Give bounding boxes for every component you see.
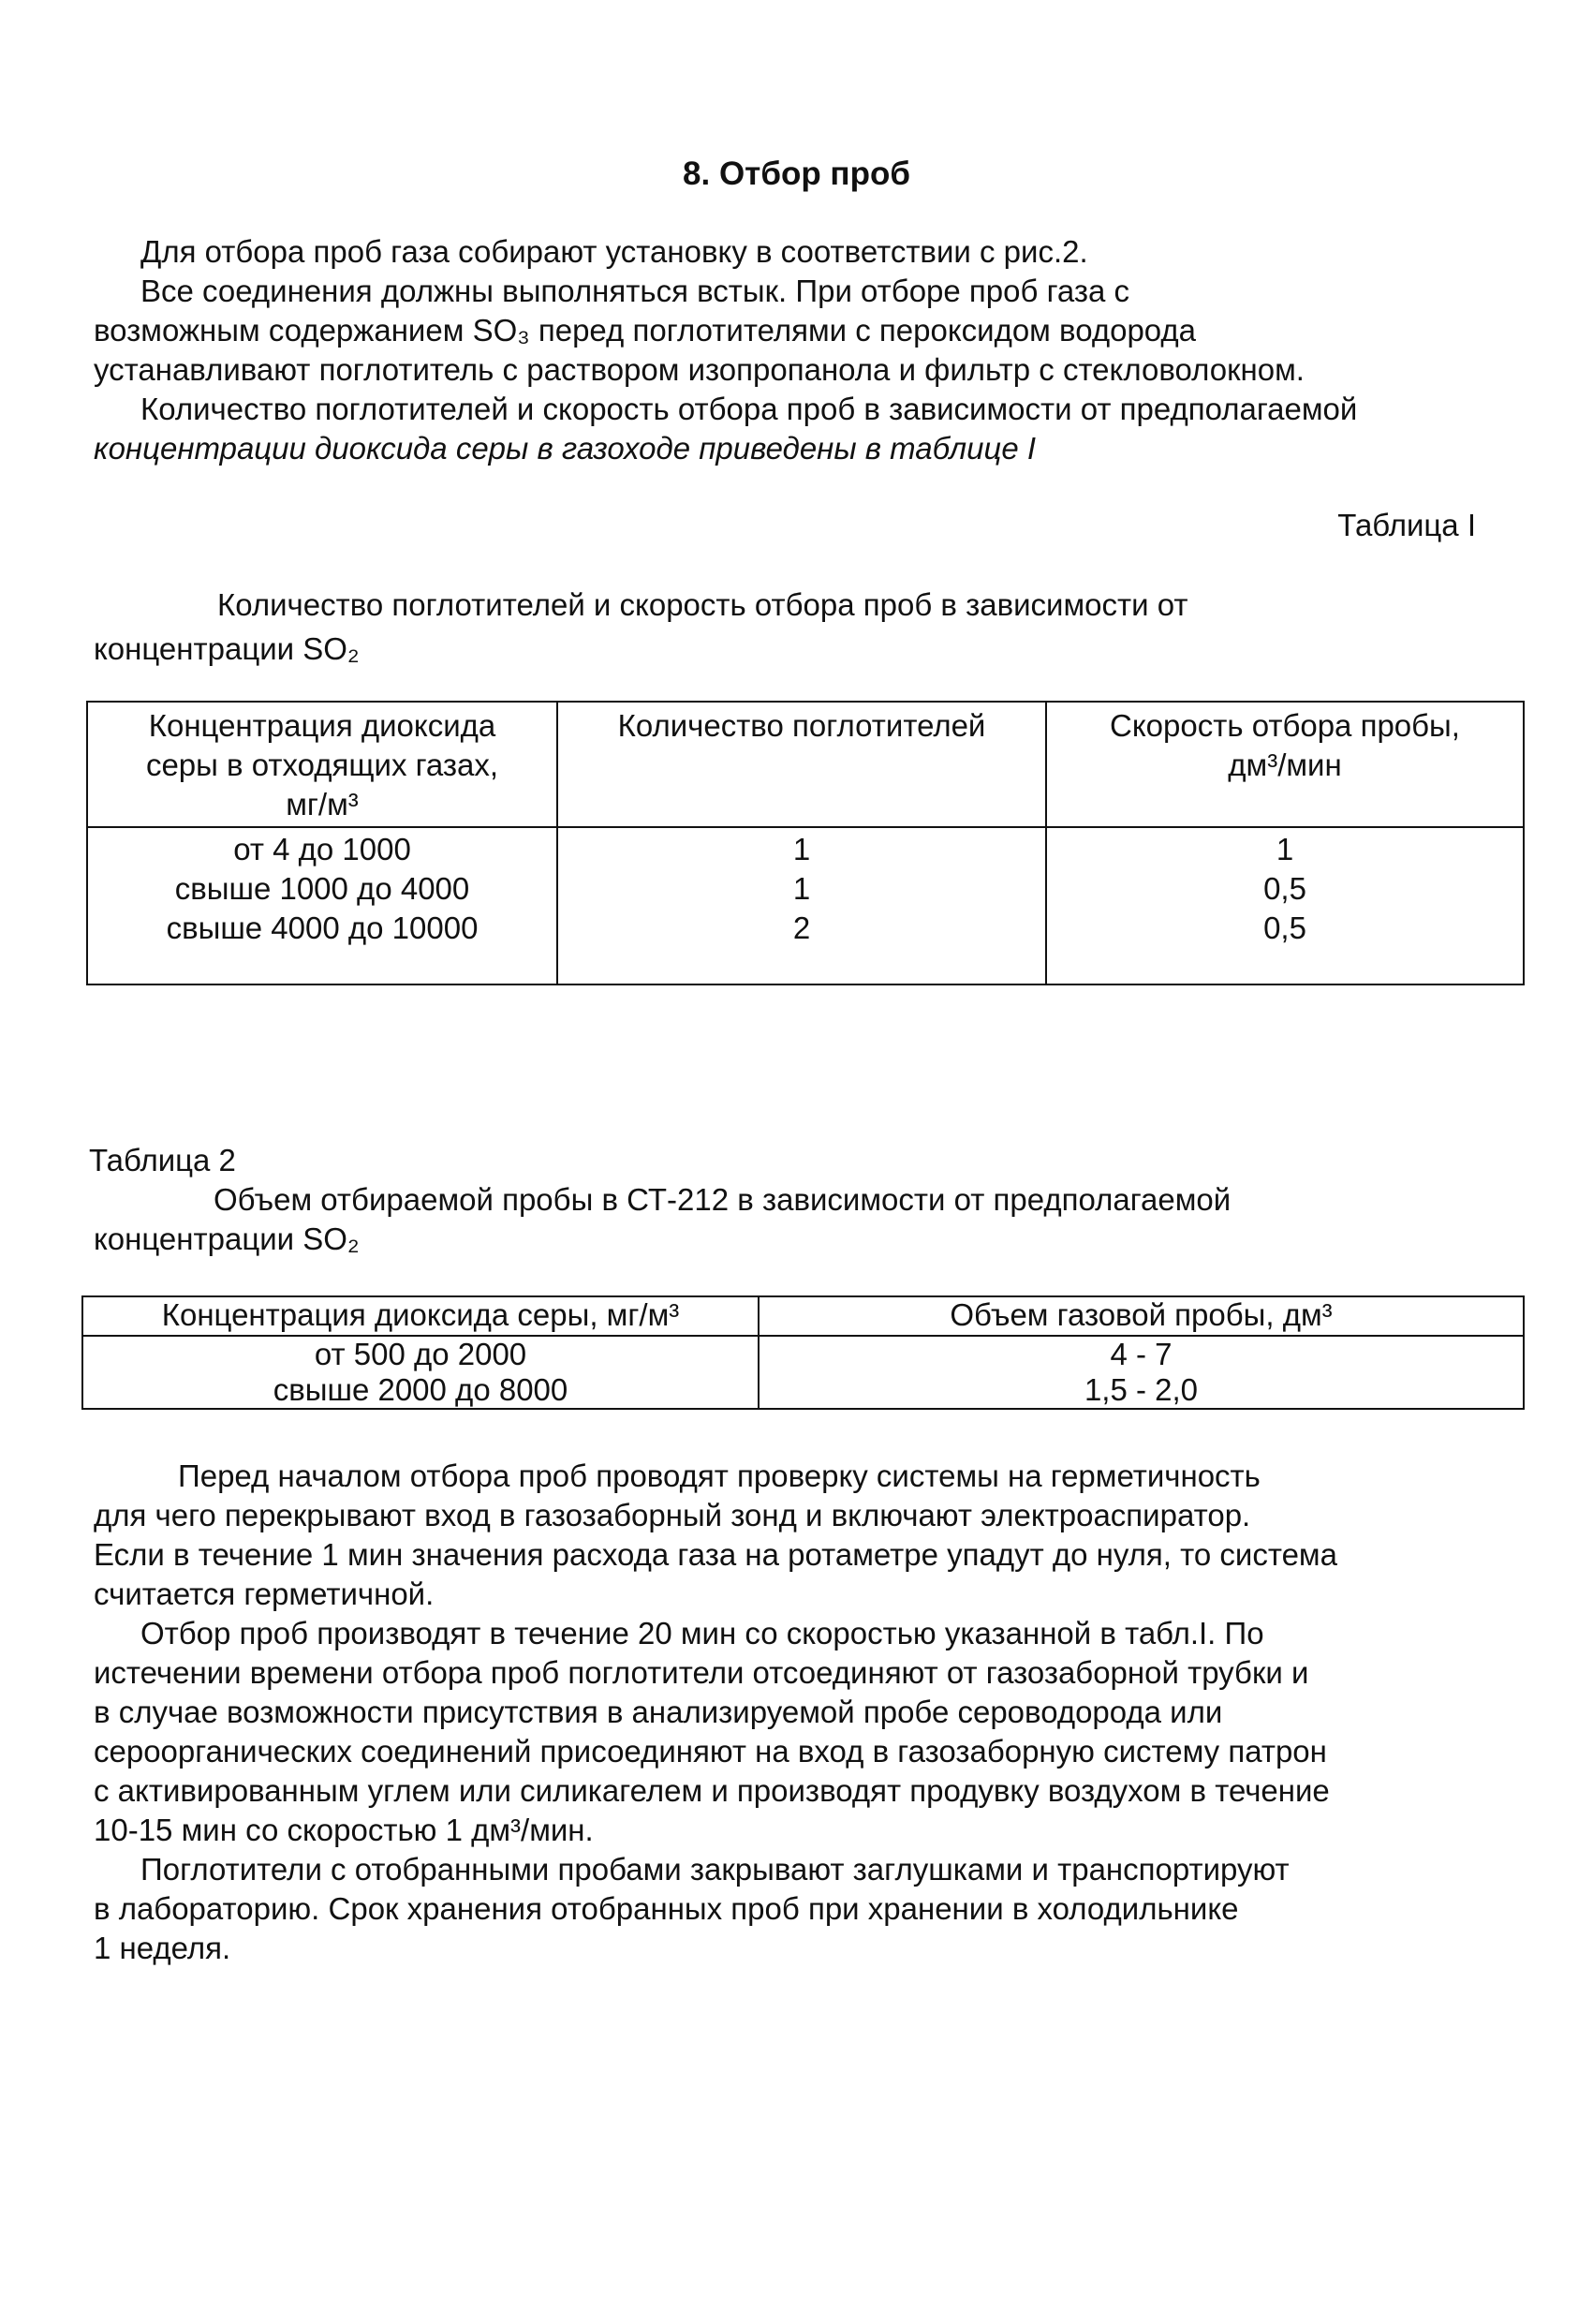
table2-cell: от 500 до 2000 (314, 1337, 527, 1371)
intro-line-1: Для отбора проб газа собирают установку в соответствии с рис.2. (140, 234, 1088, 269)
table1-cell: 0,5 (1263, 910, 1306, 945)
table1-header-absorbers (557, 702, 1046, 827)
body-line-3: Если в течение 1 мин значения расхода газа на ротаметре упадут до нуля, то система (94, 1537, 1337, 1572)
table1-header-speed-unit: дм³/мин (1228, 748, 1342, 782)
table1-cell: 2 (792, 910, 811, 945)
intro-line-6: концентрации диоксида серы в газоходе приведены в таблице I (94, 431, 1037, 466)
table1-col-concentration (87, 827, 557, 984)
table2-caption-line1: Объем отбираемой пробы в СТ-212 в зависимости от предполагаемой (214, 1182, 1232, 1217)
table1-label: Таблица I (1337, 508, 1476, 542)
table2-col-concentration (82, 1336, 759, 1409)
intro-line-2: Все соединения должны выполняться встык. При отборе проб газа с (140, 274, 1130, 308)
body-line-10: 10-15 мин со скоростью 1 дм³/мин. (94, 1813, 594, 1847)
table1-col-absorbers (557, 827, 1046, 984)
table2-col-volume (759, 1336, 1524, 1409)
table2-header-row (82, 1296, 1524, 1336)
table2 (81, 1295, 1525, 1410)
table2-header-concentration: Концентрация диоксида серы, мг/м³ (82, 1296, 759, 1336)
table1-cell: свыше 1000 до 4000 (174, 871, 470, 906)
table2-cell: 4 - 7 (1110, 1337, 1173, 1371)
table2-cell: свыше 2000 до 8000 (273, 1372, 568, 1407)
table1-caption-line1: Количество поглотителей и скорость отбора проб в зависимости от (217, 587, 1188, 622)
table2-caption-line2: концентрации SO₂ (94, 1221, 360, 1256)
body-line-12: в лабораторию. Срок хранения отобранных проб при хранении в холодильнике (94, 1891, 1239, 1926)
table1-cell: свыше 4000 до 10000 (166, 910, 479, 945)
table1-cell: от 4 до 1000 (233, 832, 411, 866)
body-line-6: истечении времени отбора проб поглотители отсоединяют от газозаборной трубки и (94, 1655, 1309, 1690)
table2-cell: 1,5 - 2,0 (1084, 1372, 1199, 1407)
table1-cell: 1 (792, 871, 811, 906)
body-line-4: считается герметичной. (94, 1576, 435, 1611)
body-line-2: для чего перекрывают вход в газозаборный зонд и включают электроаспиратор. (94, 1498, 1251, 1532)
table1-header-speed (1046, 702, 1524, 827)
table2-label: Таблица 2 (89, 1143, 236, 1177)
body-line-1: Перед началом отбора проб проводят проверку системы на герметичность (178, 1458, 1261, 1493)
table1-header-row (87, 702, 1524, 827)
table2-header-volume: Объем газовой пробы, дм³ (759, 1296, 1524, 1336)
body-line-11: Поглотители с отобранными пробами закрывают заглушками и транспортируют (140, 1852, 1290, 1887)
table1-cell: 0,5 (1263, 871, 1306, 906)
table2-body-row (82, 1336, 1524, 1409)
table1-header-speed-line1: Скорость отбора пробы, (1110, 708, 1460, 743)
intro-line-5: Количество поглотителей и скорость отбора проб в зависимости от предполагаемой (140, 392, 1358, 426)
table1-header-concentration-line1: Концентрация диоксида (148, 708, 496, 743)
table1-header-concentration-line2: серы в отходящих газах, (145, 748, 499, 782)
body-line-9: с активированным углем или силикагелем и производят продувку воздухом в течение (94, 1773, 1330, 1808)
table1-body-row (87, 827, 1524, 984)
table1-caption-line2: концентрации SO₂ (94, 631, 360, 666)
table1-cell: 1 (1276, 832, 1294, 866)
body-line-5: Отбор проб производят в течение 20 мин со скоростью указанной в табл.I. По (140, 1616, 1264, 1650)
table1-cell: 1 (792, 832, 811, 866)
table1 (86, 701, 1525, 985)
body-line-7: в случае возможности присутствия в анализируемой пробе сероводорода или (94, 1695, 1223, 1729)
section-title: 8. Отбор проб (683, 155, 910, 192)
body-line-8: сероорганических соединений присоединяют на вход в газозаборную систему патрон (94, 1734, 1327, 1769)
body-line-13: 1 неделя. (94, 1931, 231, 1965)
table1-header-concentration (87, 702, 557, 827)
table1-header-concentration-unit: мг/м³ (286, 787, 359, 822)
intro-line-4: устанавливают поглотитель с раствором изопропанола и фильтр с стекловолокном. (94, 352, 1305, 387)
intro-line-3: возможным содержанием SO₃ перед поглотителями с пероксидом водорода (94, 313, 1197, 348)
table1-col-speed (1046, 827, 1524, 984)
table1-header-absorbers-text: Количество поглотителей (617, 708, 986, 743)
